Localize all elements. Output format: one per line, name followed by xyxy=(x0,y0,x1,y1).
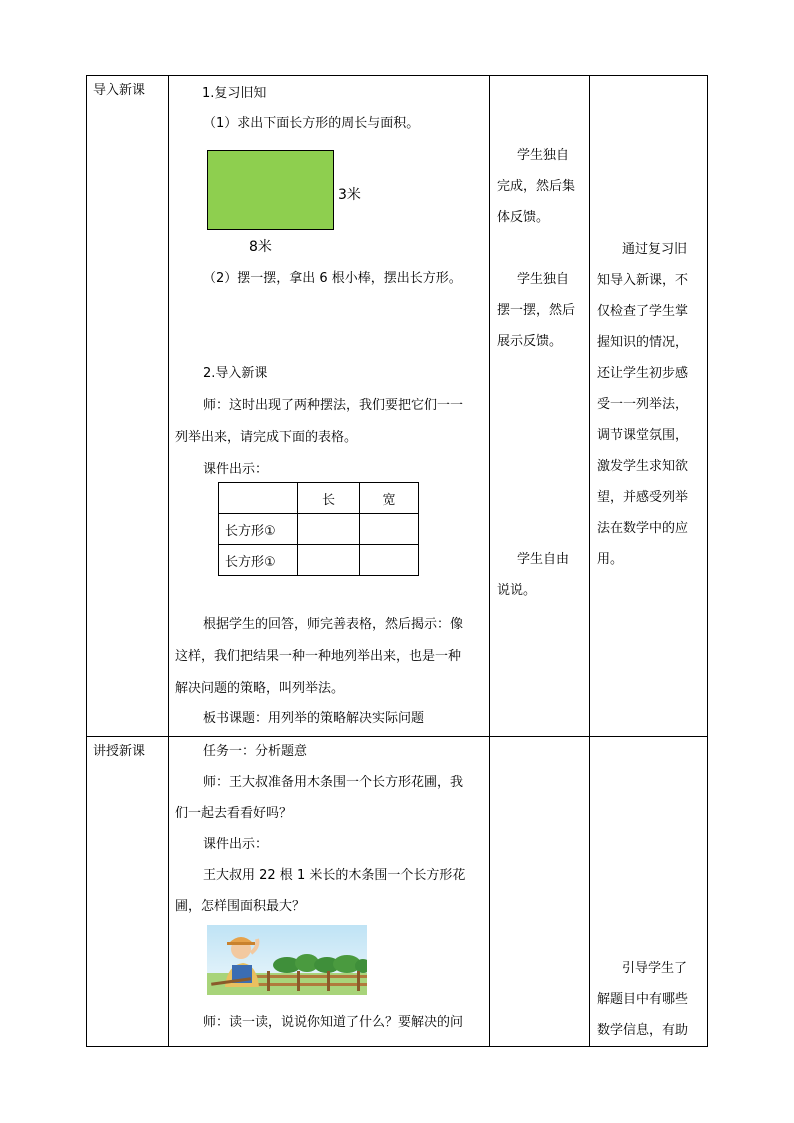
table-border-right xyxy=(707,75,708,1047)
table-header-length: 长 xyxy=(298,483,360,514)
teach-intent-l2: 解题目中有哪些 xyxy=(597,992,689,1007)
table-row xyxy=(219,545,419,576)
student-c1: 学生自由 xyxy=(517,552,570,567)
table-col-divider-1 xyxy=(168,75,169,1047)
table-cell xyxy=(298,514,360,545)
section-label-intro: 导入新课 xyxy=(93,83,146,98)
student-a1: 学生独自 xyxy=(517,148,570,163)
board-title: 板书课题：用列举的策略解决实际问题 xyxy=(203,711,425,726)
green-rectangle xyxy=(207,150,334,230)
section-label-teach: 讲授新课 xyxy=(93,744,146,759)
table-col-divider-3 xyxy=(589,75,590,1047)
question-1: （1）求出下面长方形的周长与面积。 xyxy=(203,116,420,131)
summary-line-1: 根据学生的回答，师完善表格，然后揭示：像 xyxy=(203,617,464,632)
student-c2: 说说。 xyxy=(497,583,537,598)
table-border-left xyxy=(86,75,87,1047)
intent-l11: 用。 xyxy=(597,552,624,567)
teach-intent-l3: 数学信息，有助 xyxy=(597,1023,689,1038)
intent-l9: 望，并感受列举 xyxy=(597,490,689,505)
rect-width-label: 8米 xyxy=(249,239,272,255)
intent-l4: 握知识的情况， xyxy=(597,335,689,350)
intent-l5: 还让学生初步感 xyxy=(597,366,689,381)
courseware-label: 课件出示： xyxy=(203,462,269,477)
student-b1: 学生独自 xyxy=(517,272,570,287)
review-title: 1.复习旧知 xyxy=(202,86,267,101)
teach-intent-l1: 引导学生了 xyxy=(622,961,688,976)
student-b2: 摆一摆，然后 xyxy=(497,303,576,318)
table-border-top xyxy=(86,75,708,76)
table-cell xyxy=(360,545,419,576)
intent-l1: 通过复习旧 xyxy=(622,242,688,257)
new-lesson-title: 2.导入新课 xyxy=(203,366,268,381)
student-a2: 完成，然后集 xyxy=(497,179,576,194)
table-row xyxy=(219,514,419,545)
student-a3: 体反馈。 xyxy=(497,210,550,225)
problem-line-1: 王大叔用 22 根 1 米长的木条围一个长方形花 xyxy=(203,868,466,883)
table-border-row-divider xyxy=(86,736,708,737)
student-b3: 展示反馈。 xyxy=(497,334,563,349)
table-border-bottom xyxy=(86,1046,708,1047)
table-cell xyxy=(360,514,419,545)
teach-line-2: 们一起去看看好吗？ xyxy=(175,806,293,821)
teach-line-1: 师：王大叔准备用木条围一个长方形花圃，我 xyxy=(203,775,464,790)
table-col-divider-2 xyxy=(489,75,490,1047)
task1-title: 任务一：分析题意 xyxy=(203,744,308,759)
table-header-empty xyxy=(219,483,298,514)
question-2: （2）摆一摆，拿出 6 根小棒，摆出长方形。 xyxy=(203,271,462,286)
table-cell: 长方形① xyxy=(219,545,298,576)
table-header-row xyxy=(219,483,419,514)
intent-l7: 调节课堂氛围， xyxy=(597,428,689,443)
enumeration-table xyxy=(218,482,419,576)
table-cell xyxy=(298,545,360,576)
teach-courseware: 课件出示： xyxy=(203,837,269,852)
summary-line-2: 这样，我们把结果一种一种地列举出来，也是一种 xyxy=(175,649,462,664)
rect-height-label: 3米 xyxy=(338,187,361,203)
intent-l3: 仅检查了学生掌 xyxy=(597,304,689,319)
teacher-line-1: 师：这时出现了两种摆法，我们要把它们一一 xyxy=(203,398,464,413)
table-header-width: 宽 xyxy=(360,483,419,514)
teacher-line-2: 列举出来，请完成下面的表格。 xyxy=(175,430,358,445)
intent-l6: 受一一列举法， xyxy=(597,397,689,412)
table-cell: 长方形① xyxy=(219,514,298,545)
intent-l8: 激发学生求知欲 xyxy=(597,459,689,474)
read-line: 师：读一读，说说你知道了什么？要解决的问 xyxy=(203,1015,464,1030)
summary-line-3: 解决问题的策略，叫列举法。 xyxy=(175,681,345,696)
intent-l10: 法在数学中的应 xyxy=(597,521,689,536)
intent-l2: 知导入新课，不 xyxy=(597,273,689,288)
farmer-fence-illustration xyxy=(207,925,367,995)
problem-line-2: 圃，怎样围面积最大？ xyxy=(175,899,306,914)
